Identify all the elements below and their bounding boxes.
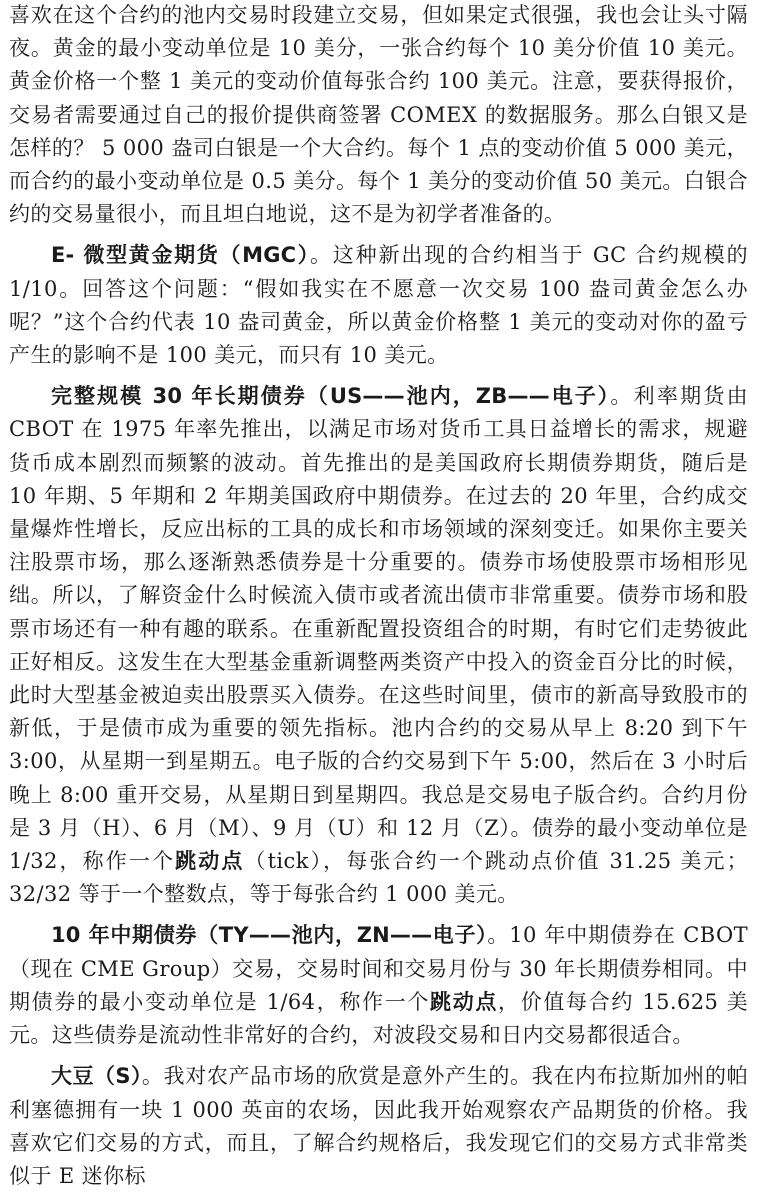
section-heading-soybeans: 大豆（S） (51, 1064, 142, 1089)
paragraph-text: ，价值每合约 15.625 美元。这些债券是流动性非常好的合约，对波段交易和日内交易都很适合。 (9, 989, 748, 1048)
paragraph-soybeans (9, 1060, 748, 1193)
term-tick: 跳动点 (175, 849, 245, 874)
paragraph-gold-silver: 喜欢在这个合约的池内交易时段建立交易，但如果定式很强，我也会让头寸隔夜。黄金的最小变动单位是 10 美分，一张合约每个 10 美分价值 10 美元。黄金价格一个整 1 美元的变动价值每张合约 100 美元。注意，要获得报价，交易者需要通过自己的报价提供商签署 COMEX 的数据服务。那么白银又是怎样的？ 5 000 盎司白银是一个大合约。每个 1 点的变动价值 5 000 美元，而合约的最小变动单位是 0.5 美分。每个 1 美分的变动价值 50 美元。白银合约的交易量很小，而且坦白地说，这不是为初学者准备的。 (9, 3, 748, 227)
paragraph-micro-gold (9, 239, 748, 372)
term-tick: 跳动点 (430, 989, 499, 1014)
section-heading-30-year-bond: 完整规模 30 年长期债券（US——池内，ZB——电子） (51, 384, 611, 409)
paragraph-30-year-bond (9, 380, 748, 911)
paragraph-text: 。我对农产品市场的欣赏是意外产生的。我在内布拉斯加州的帕利塞德拥有一块 1 000 英亩的农场，因此我开始观察农产品期货的价格。我喜欢它们交易的方式，而且，了解合约规格后，我发现它们的交易方式非常类似于 E 迷你标 (9, 1064, 748, 1188)
section-heading-micro-gold: E- 微型黄金期货（MGC） (51, 243, 310, 268)
paragraph-10-year-note (9, 919, 748, 1052)
paragraph-text: （tick），每张合约一个跳动点价值 31.25 美元；32/32 等于一个整数点，等于每张合约 1 000 美元。 (9, 849, 748, 907)
paragraph-text: 。这种新出现的合约相当于 GC 合约规模的 1/10。回答这个问题：“假如我实在不愿意一次交易 100 盎司黄金怎么办呢？”这个合约代表 10 盎司黄金，所以黄金价格整 1 美元的变动对你的盈亏产生的影响不是 100 美元，而只有 10 美元。 (9, 243, 749, 368)
paragraph-text: 。利率期货由 CBOT 在 1975 年率先推出，以满足市场对货币工具日益增长的需求，规避货币成本剧烈而频繁的波动。首先推出的是美国政府长期债券期货，随后是 10 年期、5 年期和 2 年期美国政府中期债券。在过去的 20 年里，合约成交量爆炸性增长，反应出标的工具的成长和市场领域的深刻变迁。如果你主要关注股票市场，那么逐渐熟悉债券是十分重要的。债券市场使股票市场相形见绌。所以，了解资金什么时候流入债市或者流出债市非常重要。债券市场和股票市场还有一种有趣的联系。在重新配置投资组合的时期，有时它们走势彼此正好相反。这发生在大型基金重新调整两类资产中投入的资金百分比的时候，此时大型基金被迫卖出股票买入债券。在这些时间里，债市的新高导致股市的新低，于是债市成为重要的领先指标。池内合约的交易从早上 8:20 到下午 3:00，从星期一到星期五。电子版的合约交易到下午 5:00，然后在 3 小时后晚上 8:00 重开交易，从星期日到星期四。我总是交易电子版合约。合约月份是 3 月（H）、6 月（M）、9 月（U）和 12 月（Z）。债券的最小变动单位是 1/32，称作一个 (9, 384, 748, 874)
paragraph-text: 。10 年中期债券在 CBOT（现在 CME Group）交易，交易时间和交易月份与 30 年长期债券相同。中期债券的最小变动单位是 1/64，称作一个 (9, 923, 749, 1014)
section-heading-10-year-note: 10 年中期债券（TY——池内，ZN——电子） (51, 923, 488, 948)
